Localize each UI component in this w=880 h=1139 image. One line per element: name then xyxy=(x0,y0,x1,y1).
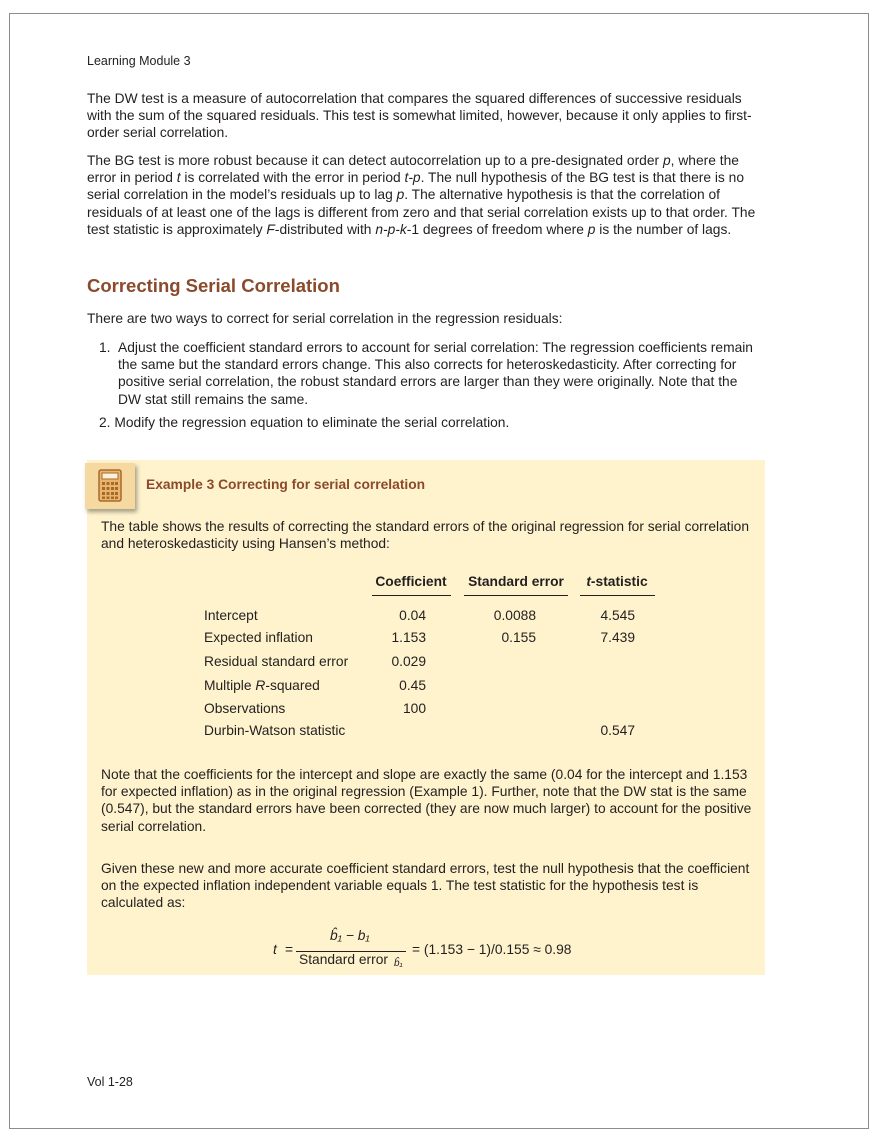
running-header: Learning Module 3 xyxy=(87,54,191,68)
table-row-label: Multiple R-squared xyxy=(204,678,320,693)
column-header-coefficient: Coefficient xyxy=(375,574,447,589)
table-cell-t-statistic: 7.439 xyxy=(600,630,635,645)
table-row-label: Expected inflation xyxy=(204,630,313,645)
table-cell-coefficient: 100 xyxy=(402,701,426,716)
formula-lhs: t xyxy=(273,942,277,957)
table-cell-standard-error: 0.0088 xyxy=(493,608,536,623)
table-cell-coefficient: 1.153 xyxy=(391,630,426,645)
example-note: Note that the coefficients for the intercept and slope are exactly the same (0.04 for the intercept and 1.153 for expected inflation) as in the original regression (Example 1). Further, note that the DW stat is the same (0.547), but the standard errors have been corrected (they are now much larger) to account for the positive serial correlation. xyxy=(101,767,752,834)
page-number: Vol 1-28 xyxy=(87,1075,133,1089)
table-cell-standard-error: 0.155 xyxy=(501,630,536,645)
table-row-label: Residual standard error xyxy=(204,654,349,669)
example-question: Given these new and more accurate coefficient standard errors, test the null hypothesis that the coefficient on the expected inflation independent variable equals 1. The test statistic for the hypothesis test is calculated as: xyxy=(101,861,750,911)
section-heading: Correcting Serial Correlation xyxy=(87,275,340,296)
list-item: 2. Modify the regression equation to eliminate the serial correlation. xyxy=(99,414,510,430)
section-intro: There are two ways to correct for serial correlation in the regression residuals: xyxy=(87,311,563,326)
table-cell-coefficient: 0.45 xyxy=(399,678,426,693)
formula-denominator: Standard error xyxy=(299,952,388,967)
column-underline xyxy=(464,595,568,596)
column-underline xyxy=(372,595,451,596)
formula-denominator-subscript: b̂₁ xyxy=(394,958,403,969)
table-cell-coefficient: 0.04 xyxy=(399,608,426,623)
table-row-label: Observations xyxy=(204,701,286,716)
table-cell-t-statistic: 0.547 xyxy=(600,723,635,738)
formula-numerator: b̂₁ − b₁ xyxy=(330,928,370,943)
correction-methods-list xyxy=(99,339,759,437)
table-row-label: Durbin-Watson statistic xyxy=(204,723,346,738)
table-cell-coefficient: 0.029 xyxy=(391,654,426,669)
list-item: 1. Adjust the coefficient standard errors to account for serial correlation: The regression coefficients remain the same but the standard errors change. This also corrects for heteroskedasticity. After correcting for positive serial correlation, the robust standard errors are larger than they were originally. Note that the DW stat still remains the same. xyxy=(99,340,753,407)
column-underline xyxy=(580,595,655,596)
paragraph-dw-test: The DW test is a measure of autocorrelation that compares the squared differences of successive residuals with the sum of the squared residuals. This test is somewhat limited, however, because it only applies to first-order serial correlation. xyxy=(87,91,752,141)
table-cell-t-statistic: 4.545 xyxy=(600,608,635,623)
column-header-standard-error: Standard error xyxy=(468,574,564,589)
formula-result: = (1.153 − 1)/0.155 ≈ 0.98 xyxy=(412,942,572,957)
paragraph-bg-test: The BG test is more robust because it can detect autocorrelation up to a pre-designated order p, where the error in period t is correlated with the error in period t-p. The null hypothesis of the BG test is that there is no serial correlation in the model’s residuals up to lag p. The alternative hypothesis is that the correlation of residuals of at least one of the lags is different from zero and that serial correlation exists up to that order. The test statistic is approximately F-distributed with n-p-k-1 degrees of freedom where p is the number of lags. xyxy=(87,153,756,237)
example-intro: The table shows the results of correcting the standard errors of the original regression for serial correlation and heteroskedasticity using Hansen’s method: xyxy=(101,519,750,552)
column-header-t-statistic: t-statistic xyxy=(586,574,648,589)
calculator-icon xyxy=(85,463,135,509)
table-row-label: Intercept xyxy=(204,608,258,623)
example-title: Example 3 Correcting for serial correlation xyxy=(146,477,426,492)
formula-equals: = xyxy=(285,942,294,957)
